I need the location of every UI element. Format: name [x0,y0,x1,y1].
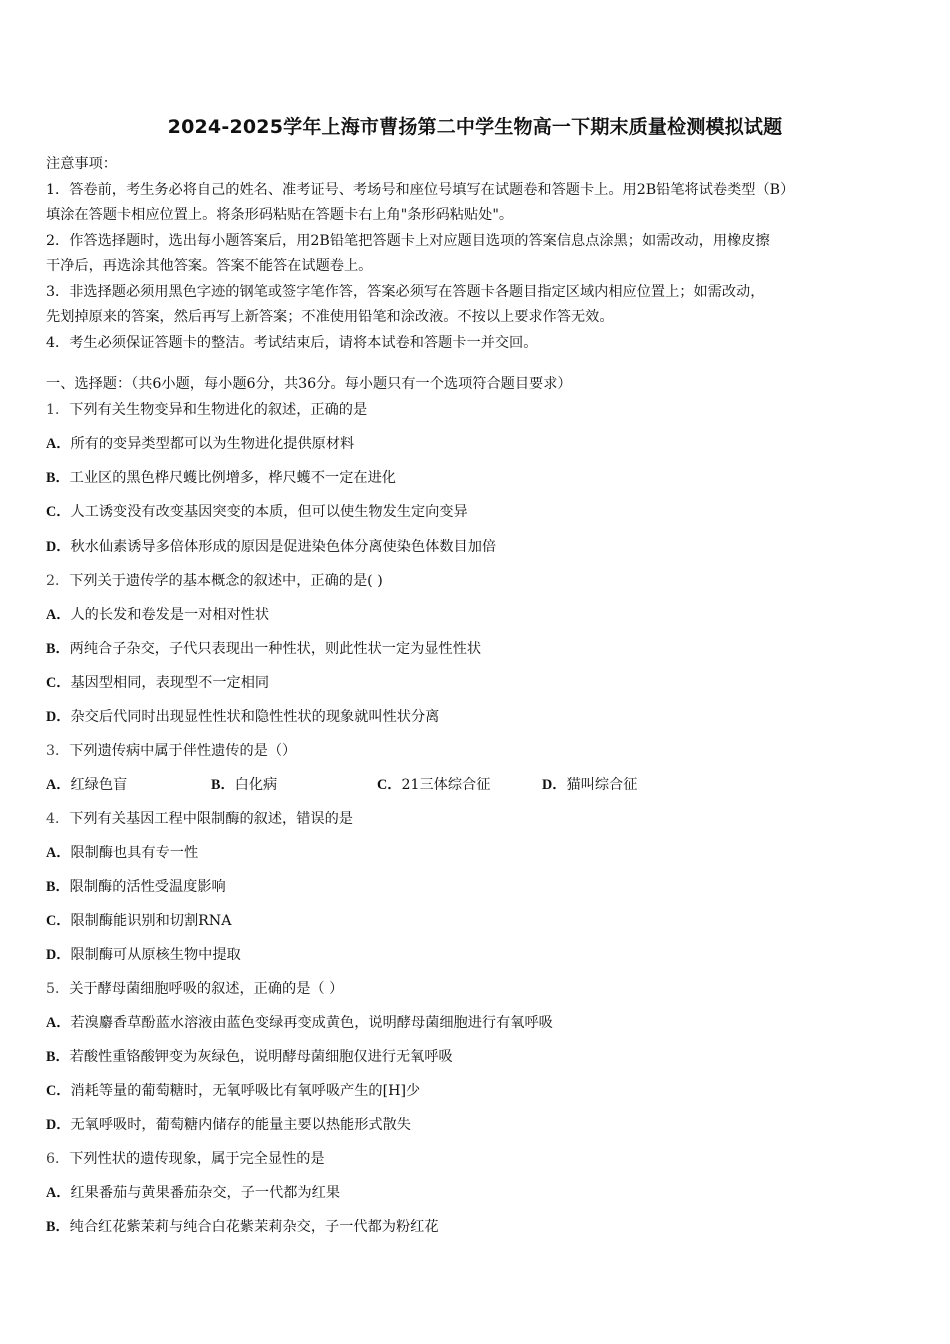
question-number: 3． [46,743,70,759]
option-text: 若酸性重铬酸钾变为灰绿色，说明酵母菌细胞仅进行无氧呼吸 [69,1049,453,1065]
notice-line: 先划掉原来的答案，然后再写上新答案；不准使用铅笔和涂改液。不按以上要求作答无效。 [46,309,614,325]
option-text: 若溴麝香草酚蓝水溶液由蓝色变绿再变成黄色，说明酵母菌细胞进行有氧呼吸 [70,1015,553,1031]
option-b [46,638,481,658]
option-letter: A． [46,436,71,452]
option-letter: B． [46,470,70,486]
option-letter: A． [46,1185,71,1201]
option-letter: D． [542,777,567,793]
option-c [46,1080,420,1100]
option-b [211,774,277,794]
option-letter: D． [46,539,71,555]
option-d [542,774,637,794]
option-d [46,536,496,556]
question-text: 下列有关基因工程中限制酶的叙述，错误的是 [69,811,353,827]
option-letter: A． [46,607,71,623]
notice-line: 2．作答选择题时，选出每小题答案后，用2B铅笔把答题卡上对应题目选项的答案信息点涂黑；如需改动，用橡皮擦 [46,232,770,249]
question-stem [46,570,383,590]
notice-line: 填涂在答题卡相应位置上。将条形码粘贴在答题卡右上角"条形码粘贴处"。 [46,207,514,223]
question-text: 下列关于遗传学的基本概念的叙述中，正确的是( ) [69,573,383,589]
option-text: 限制酶能识别和切割RNA [70,913,232,929]
option-text: 限制酶也具有专一性 [70,845,199,861]
question-stem [46,808,353,828]
option-b [46,876,226,896]
option-letter: C． [46,913,71,929]
option-letter: C． [46,1083,71,1099]
option-d [46,706,439,726]
question-number: 1． [46,402,70,418]
option-d [46,944,241,964]
option-text: 两纯合子杂交，子代只表现出一种性状，则此性状一定为显性性状 [69,641,482,657]
option-letter: C． [46,504,71,520]
option-text: 所有的变异类型都可以为生物进化提供原材料 [70,436,355,452]
option-text: 纯合红花紫茉莉与纯合白花紫茉莉杂交，子一代都为粉红花 [69,1219,439,1235]
option-text: 限制酶可从原核生物中提取 [70,947,241,963]
question-stem [46,1148,325,1168]
question-number: 2． [46,573,70,589]
option-text: 限制酶的活性受温度影响 [69,879,226,895]
option-b [46,1216,439,1236]
option-c [46,672,269,692]
option-text: 猫叫综合征 [566,777,638,793]
question-text: 下列性状的遗传现象，属于完全显性的是 [69,1151,325,1167]
option-text: 无氧呼吸时，葡萄糖内储存的能量主要以热能形式散失 [70,1117,411,1133]
option-text: 工业区的黑色桦尺蠖比例增多，桦尺蠖不一定在进化 [69,470,396,486]
option-d [46,1114,411,1134]
question-text: 下列有关生物变异和生物进化的叙述，正确的是 [69,402,368,418]
option-a [46,842,198,862]
section-heading: 一、选择题：（共6小题，每小题6分，共36分。每小题只有一个选项符合题目要求） [46,376,572,392]
question-number: 6． [46,1151,70,1167]
option-text: 红果番茄与黄果番茄杂交，子一代都为红果 [70,1185,341,1201]
question-text: 下列遗传病中属于伴性遗传的是（） [69,743,297,759]
option-b [46,1046,453,1066]
option-letter: B． [211,777,235,793]
option-letter: B． [46,641,70,657]
option-letter: C． [377,777,402,793]
question-stem [46,399,367,419]
page-title: 2024-2025学年上海市曹扬第二中学生物高一下期末质量检测模拟试题 [167,116,783,138]
option-a [46,604,269,624]
option-letter: B． [46,879,70,895]
option-letter: A． [46,845,71,861]
option-a [46,774,127,794]
option-text: 人的长发和卷发是一对相对性状 [70,607,270,623]
option-letter: A． [46,777,71,793]
notice-line: 1．答卷前，考生务必将自己的姓名、准考证号、考场号和座位号填写在试题卷和答题卡上。用2B铅笔将试卷类型（B） [46,181,795,198]
notice-block [46,152,906,356]
question-number: 5． [46,981,70,997]
option-text: 消耗等量的葡萄糖时，无氧呼吸比有氧呼吸产生的[H]少 [70,1083,421,1099]
notice-heading: 注意事项： [46,156,117,172]
question-stem [46,740,296,760]
question-text: 关于酵母菌细胞呼吸的叙述，正确的是（ ） [69,981,344,997]
option-letter: C． [46,675,71,691]
option-text: 杂交后代同时出现显性性状和隐性性状的现象就叫性状分离 [70,709,440,725]
notice-line: 3．非选择题必须用黑色字迹的钢笔或签字笔作答，答案必须写在答题卡各题目指定区域内相应位置上；如需改动， [46,283,765,300]
question-stem [46,978,343,998]
option-text: 21三体综合征 [401,777,491,793]
option-c [46,910,231,930]
option-c [377,774,490,794]
option-letter: D． [46,1117,71,1133]
notice-line: 4．考生必须保证答题卡的整洁。考试结束后，请将本试卷和答题卡一并交回。 [46,334,538,351]
option-a [46,433,354,453]
question-number: 4． [46,811,70,827]
option-letter: D． [46,709,71,725]
option-b [46,467,396,487]
option-letter: B． [46,1219,70,1235]
option-a [46,1182,340,1202]
option-letter: D． [46,947,71,963]
option-text: 秋水仙素诱导多倍体形成的原因是促进染色体分离使染色体数目加倍 [70,539,497,555]
option-text: 红绿色盲 [70,777,128,793]
option-a [46,1012,553,1032]
notice-line: 干净后，再选涂其他答案。答案不能答在试题卷上。 [46,258,373,274]
option-letter: B． [46,1049,70,1065]
option-c [46,501,468,521]
option-text: 人工诱变没有改变基因突变的本质，但可以使生物发生定向变异 [70,504,468,520]
option-letter: A． [46,1015,71,1031]
option-text: 白化病 [234,777,278,793]
option-text: 基因型相同，表现型不一定相同 [70,675,270,691]
